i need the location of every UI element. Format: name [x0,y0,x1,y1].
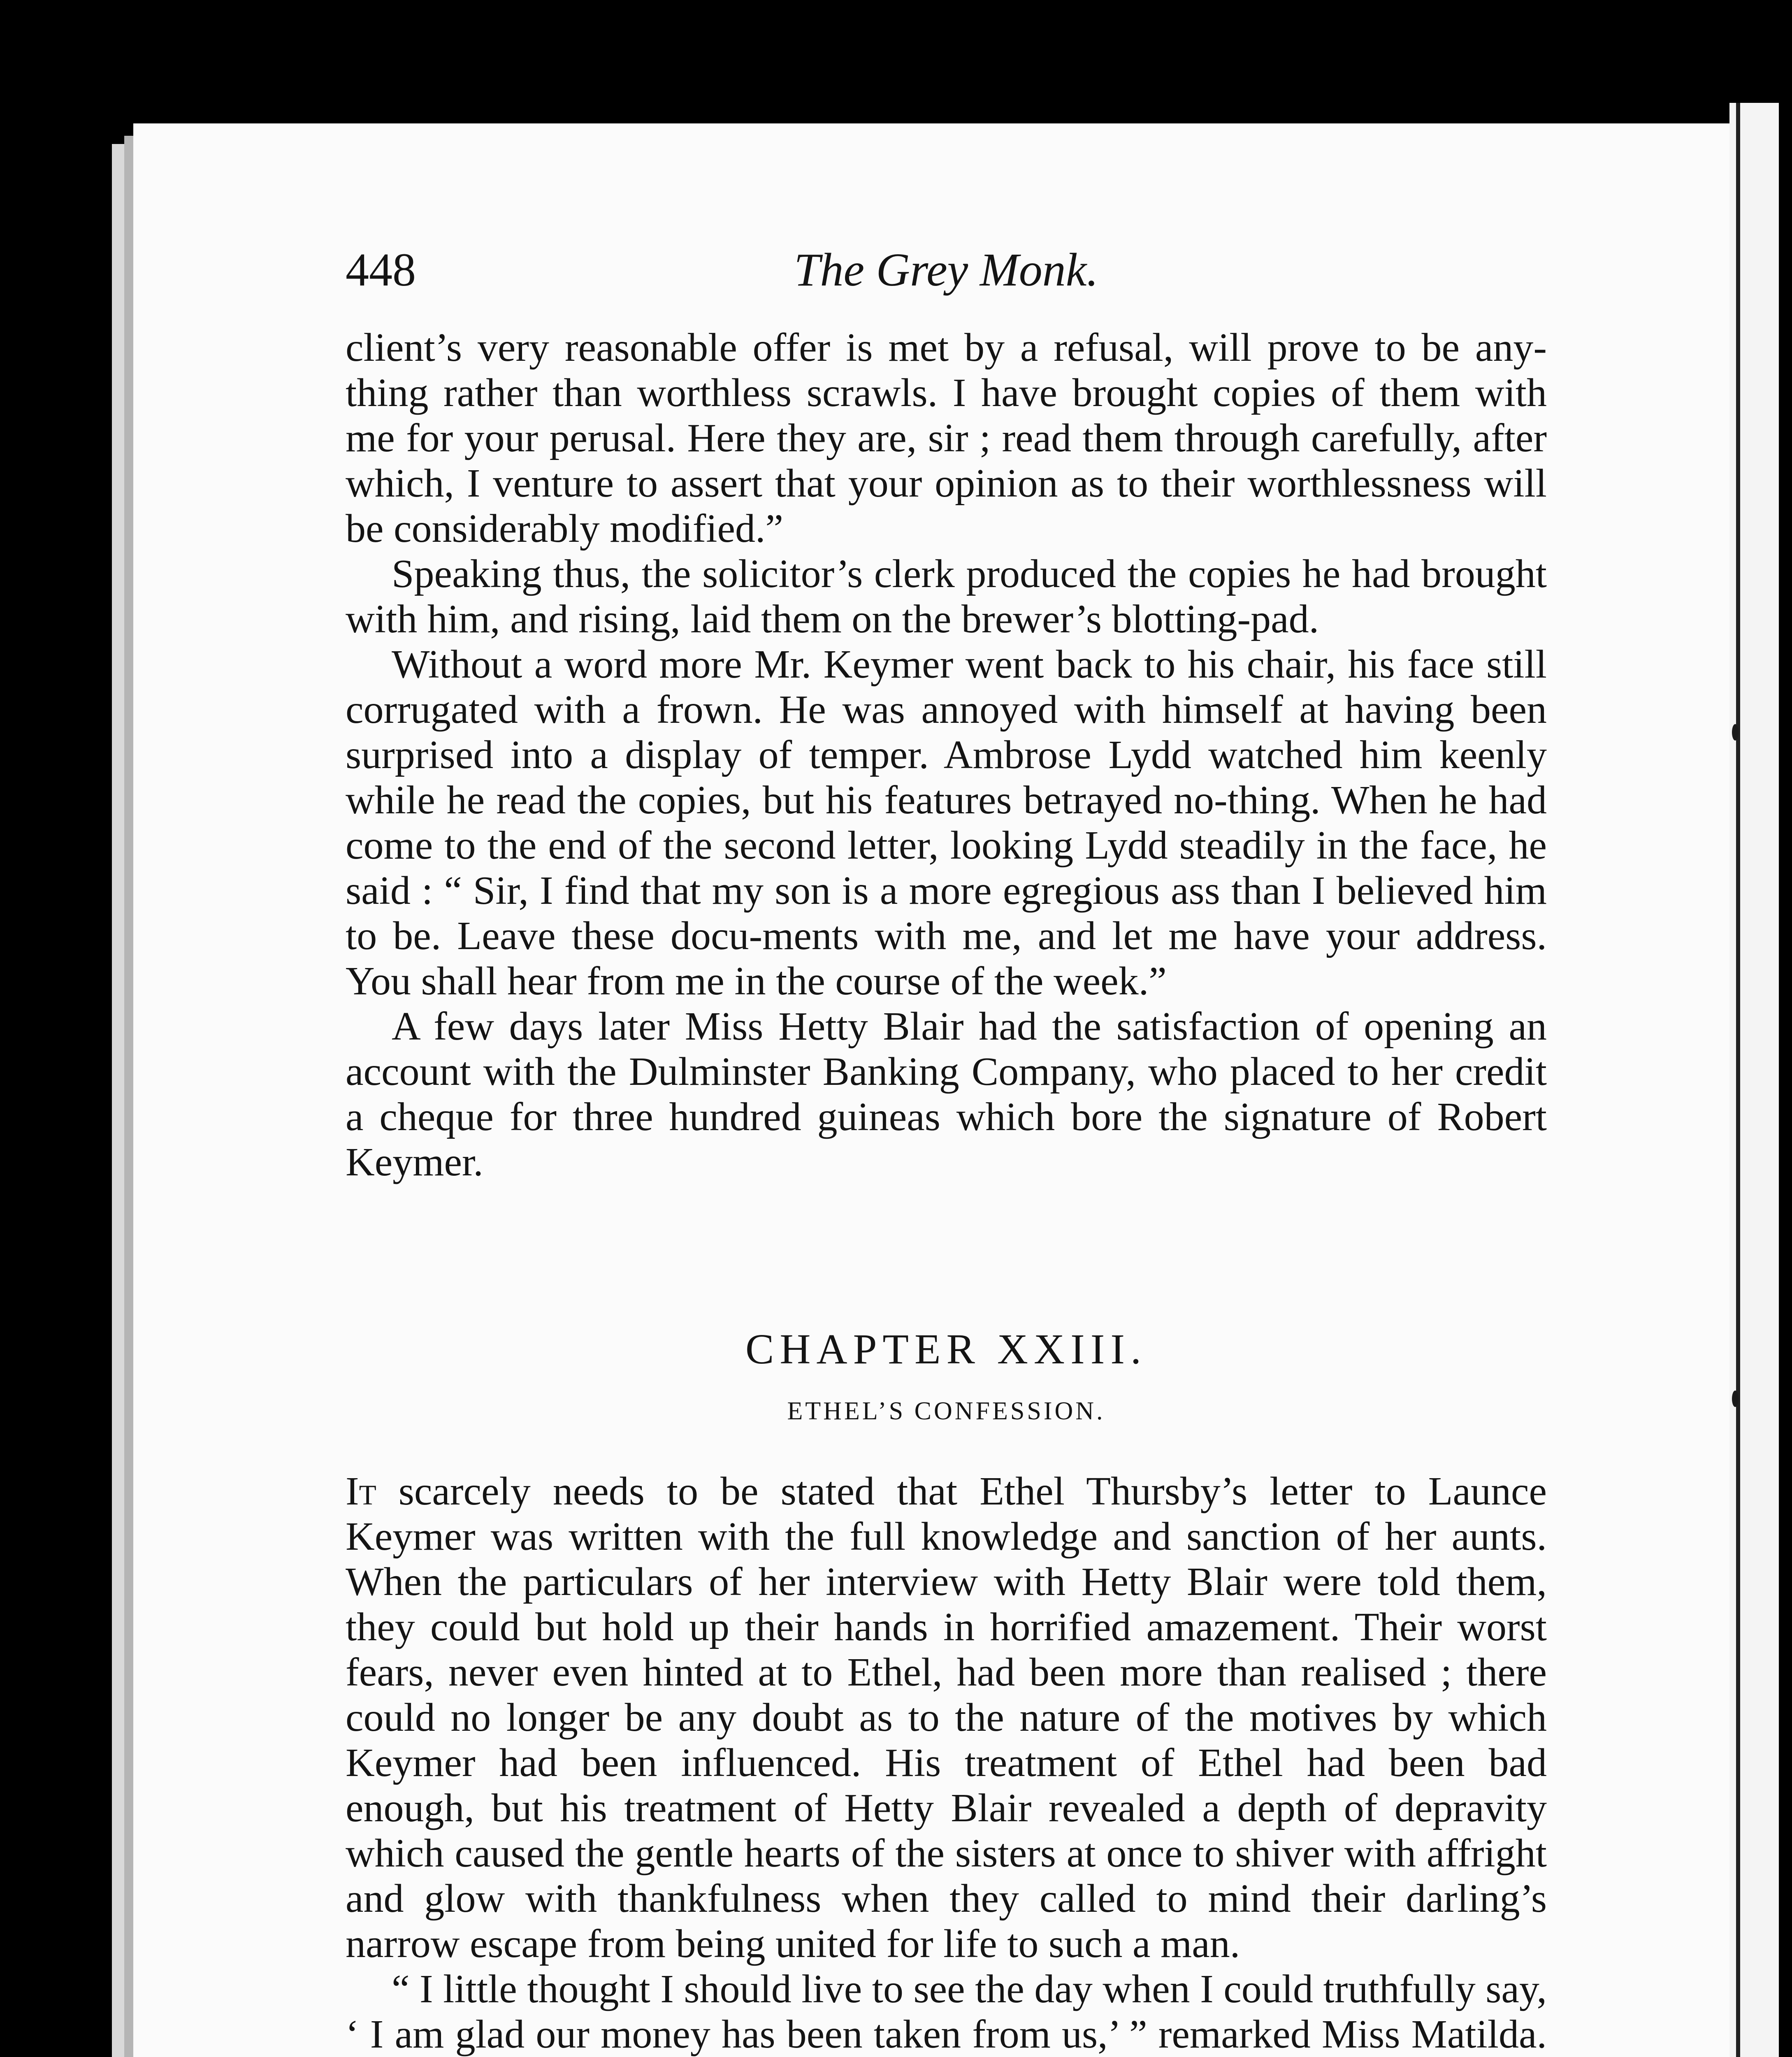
chapter-subtitle: ETHEL’S CONFESSION. [787,1397,1105,1425]
paragraph-matilda: “ I little thought I should live to see the day when I could truthfully say, ‘ I am glad our money has been taken from us,’ ” remarked Miss Matilda. [346,1967,1547,2057]
ink-speck [1732,1391,1739,1407]
paragraph-continued: client’s very reasonable offer is met by a refusal, will prove to be any-thing rather than worthless scrawls. I have brought copies of them with me for your perusal. Here they are, sir ; read them through carefully, after which, I venture to assert that your opinion as to their worthlessness will be considerably modified.” [346,325,1547,551]
adjacent-page-rule [1736,103,1740,2057]
chapter-heading: CHAPTER XXIII. [745,1326,1147,1373]
paragraph-chapter-opening [346,1469,1547,1966]
page-number: 448 [346,244,416,296]
page-header [346,239,1547,300]
adjacent-page-edge [1729,103,1779,2057]
ink-speck [1732,724,1739,741]
text-block-top [346,325,1547,1185]
dropcap-word: It [346,1469,376,1514]
paragraph-clerk: Speaking thus, the solicitor’s clerk produced the copies he had brought with him, and rising, laid them on the brewer’s blotting-pad. [346,552,1547,641]
page-edge-inner [124,136,133,2057]
paragraph-opening-text: scarcely needs to be stated that Ethel Thursby’s letter to Launce Keymer was written with the full knowledge and sanction of her aunts. When the particulars of her interview with Hetty Blair were told them, they could but hold up their hands in horrified amazement. Their worst fears, never even hinted at to Ethel, had been more than realised ; there could no longer be any doubt as to the nature of the motives by which Keymer had been influenced. His treatment of Ethel had been bad enough, but his treatment of Hetty Blair revealed a depth of depravity which caused the gentle hearts of the sisters at once to shiver with affright and glow with thankfulness when they called to mind their darling’s narrow escape from being united for life to such a man. [346,1469,1547,1966]
paragraph-keymer: Without a word more Mr. Keymer went back to his chair, his face still corrugated with a frown. He was annoyed with himself at having been surprised into a display of temper. Ambrose Lydd watched him keenly while he read the copies, but his features betrayed no-thing. When he had come to the end of the second letter, looking Lydd steadily in the face, he said : “ Sir, I find that my son is a more egregious ass than I believed him to be. Leave these docu-ments with me, and let me have your address. You shall hear from me in the course of the week.” [346,642,1547,1003]
running-title: The Grey Monk. [794,244,1098,296]
page-edge-shadow [112,144,124,2057]
text-block-bottom [346,1469,1547,2057]
paragraph-hetty-blair: A few days later Miss Hetty Blair had the satisfaction of opening an account with the Dulminster Banking Company, who placed to her credit a cheque for three hundred guineas which bore the signature of Robert Keymer. [346,1004,1547,1184]
